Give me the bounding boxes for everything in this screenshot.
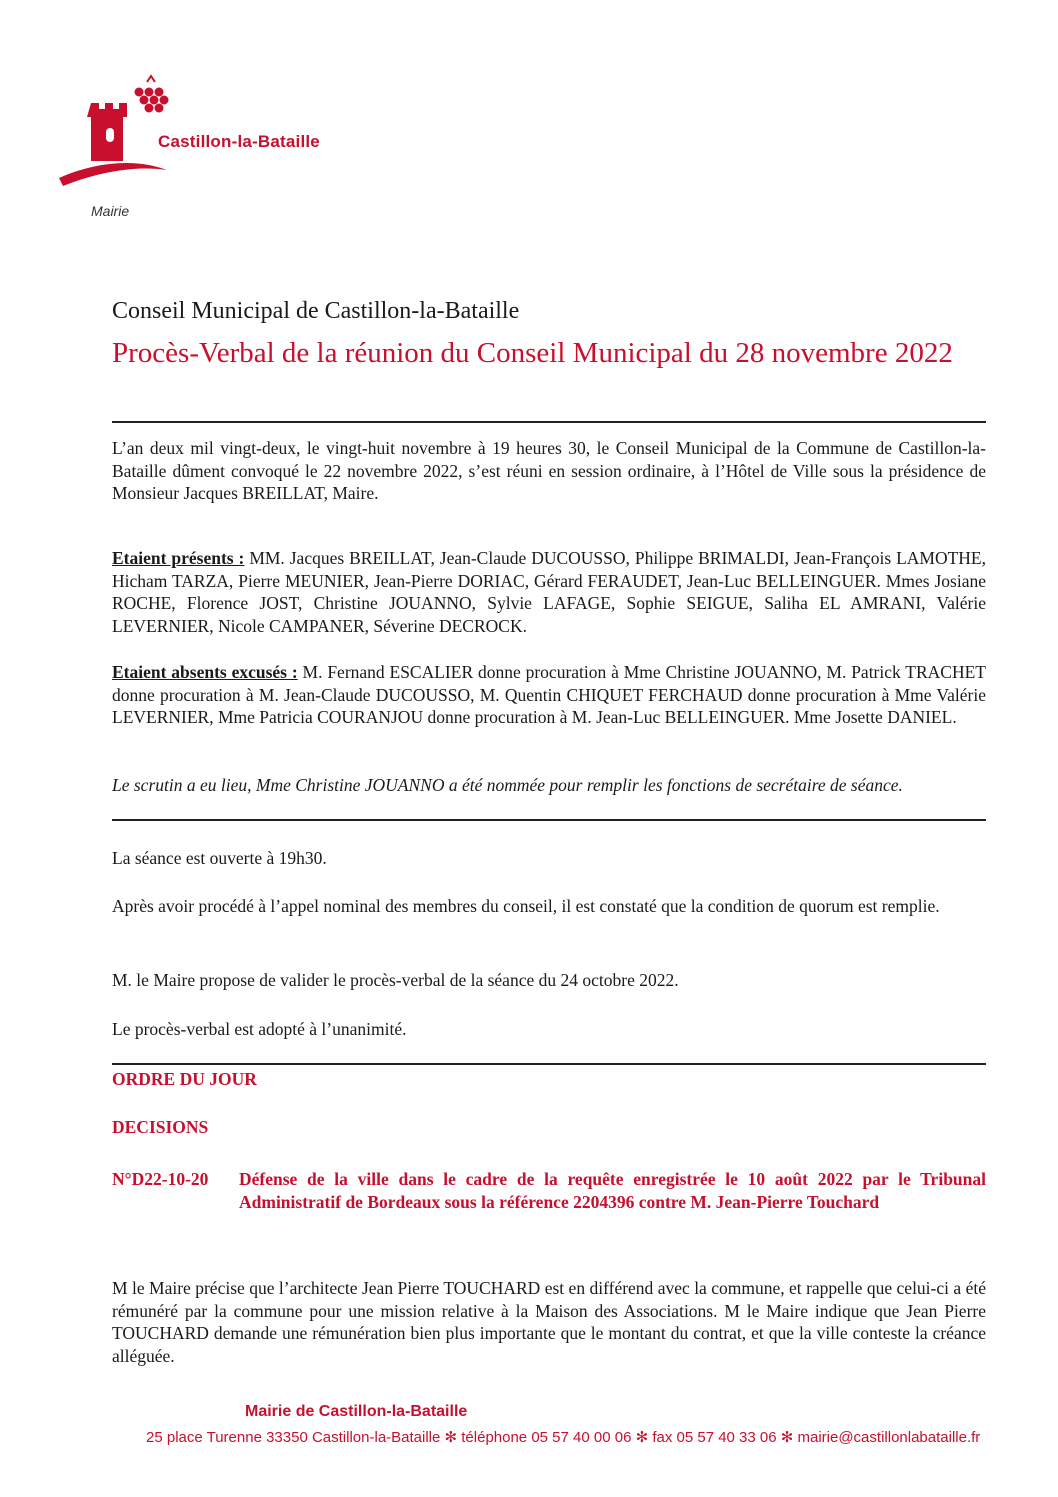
council-heading: Conseil Municipal de Castillon-la-Bataille bbox=[112, 298, 520, 324]
decisions-heading: DECISIONS bbox=[112, 1117, 209, 1137]
scrutin-paragraph: Le scrutin a eu lieu, Mme Christine JOUANNO a été nommée pour remplir les fonctions de secrétaire de séance. bbox=[112, 775, 903, 795]
divider bbox=[112, 819, 986, 821]
presents-list: MM. Jacques BREILLAT, Jean-Claude DUCOUSSO, Philippe BRIMALDI, Jean-François LAMOTHE, Hicham TARZA, Pierre MEUNIER, Jean-Pierre DORIAC, Gérard FERAUDET, Jean-Luc BELLEINGUER. Mmes Josiane ROCHE, Florence JOST, Christine JOUANNO, Sylvie LAFAGE, Sophie SEIGUE, Saliha EL AMRANI, Valérie LEVERNIER, Nicole CAMPANER, Séverine DECROCK. bbox=[112, 548, 987, 636]
decision-number: N°D22-10-20 bbox=[112, 1169, 209, 1189]
agenda-heading: ORDRE DU JOUR bbox=[112, 1069, 257, 1089]
divider bbox=[112, 421, 986, 423]
decision-body: M le Maire précise que l’architecte Jean Pierre TOUCHARD est en différend avec la commune, et rappelle que celui-ci a été rémunéré par la commune pour une mission relative à la Maison des Associations. M le Maire indique que Jean Pierre TOUCHARD demande une rémunération bien plus importante que le montant du contrat, et que la ville conteste la créance alléguée. bbox=[112, 1278, 986, 1366]
opening-paragraph: La séance est ouverte à 19h30. bbox=[112, 848, 327, 868]
absents-paragraph bbox=[112, 661, 986, 729]
logo-city-name: Castillon-la-Bataille bbox=[158, 132, 320, 151]
footer-name: Mairie de Castillon-la-Bataille bbox=[245, 1403, 468, 1420]
footer-address: 25 place Turenne 33350 Castillon-la-Bataille ✻ téléphone 05 57 40 00 06 ✻ fax 05 57 40 33 06 ✻ mairie@castillonlabataille.fr bbox=[146, 1429, 981, 1446]
mairie-logo bbox=[55, 70, 375, 230]
page-title: Procès-Verbal de la réunion du Conseil Municipal du 28 novembre 2022 bbox=[112, 337, 953, 369]
opening-paragraph: Le procès-verbal est adopté à l’unanimité. bbox=[112, 1019, 407, 1039]
divider bbox=[112, 1063, 986, 1065]
absents-label: Etaient absents excusés : bbox=[112, 662, 298, 682]
opening-paragraph: Après avoir procédé à l’appel nominal des membres du conseil, il est constaté que la condition de quorum est remplie. bbox=[112, 896, 940, 916]
presents-paragraph bbox=[112, 547, 986, 637]
decision-item bbox=[112, 1168, 986, 1214]
logo-mairie-label: Mairie bbox=[91, 203, 130, 219]
presents-label: Etaient présents : bbox=[112, 548, 245, 568]
absents-list: M. Fernand ESCALIER donne procuration à Mme Christine JOUANNO, M. Patrick TRACHET donne procuration à M. Jean-Claude DUCOUSSO, M. Quentin CHIQUET FERCHAUD donne procuration à Mme Valérie LEVERNIER, Mme Patricia COURANJOU donne procuration à M. Jean-Luc BELLEINGUER. Mme Josette DANIEL. bbox=[112, 662, 986, 727]
intro-paragraph: L’an deux mil vingt-deux, le vingt-huit novembre à 19 heures 30, le Conseil Municipal de la Commune de Castillon-la-Bataille dûment convoqué le 22 novembre 2022, s’est réuni en session ordinaire, à l’Hôtel de Ville sous la présidence de Monsieur Jacques BREILLAT, Maire. bbox=[112, 438, 986, 503]
opening-paragraph: M. le Maire propose de valider le procès-verbal de la séance du 24 octobre 2022. bbox=[112, 970, 679, 990]
decision-title: Défense de la ville dans le cadre de la requête enregistrée le 10 août 2022 par le Tribunal Administratif de Bordeaux sous la référence 2204396 contre M. Jean-Pierre Touchard bbox=[239, 1169, 986, 1212]
